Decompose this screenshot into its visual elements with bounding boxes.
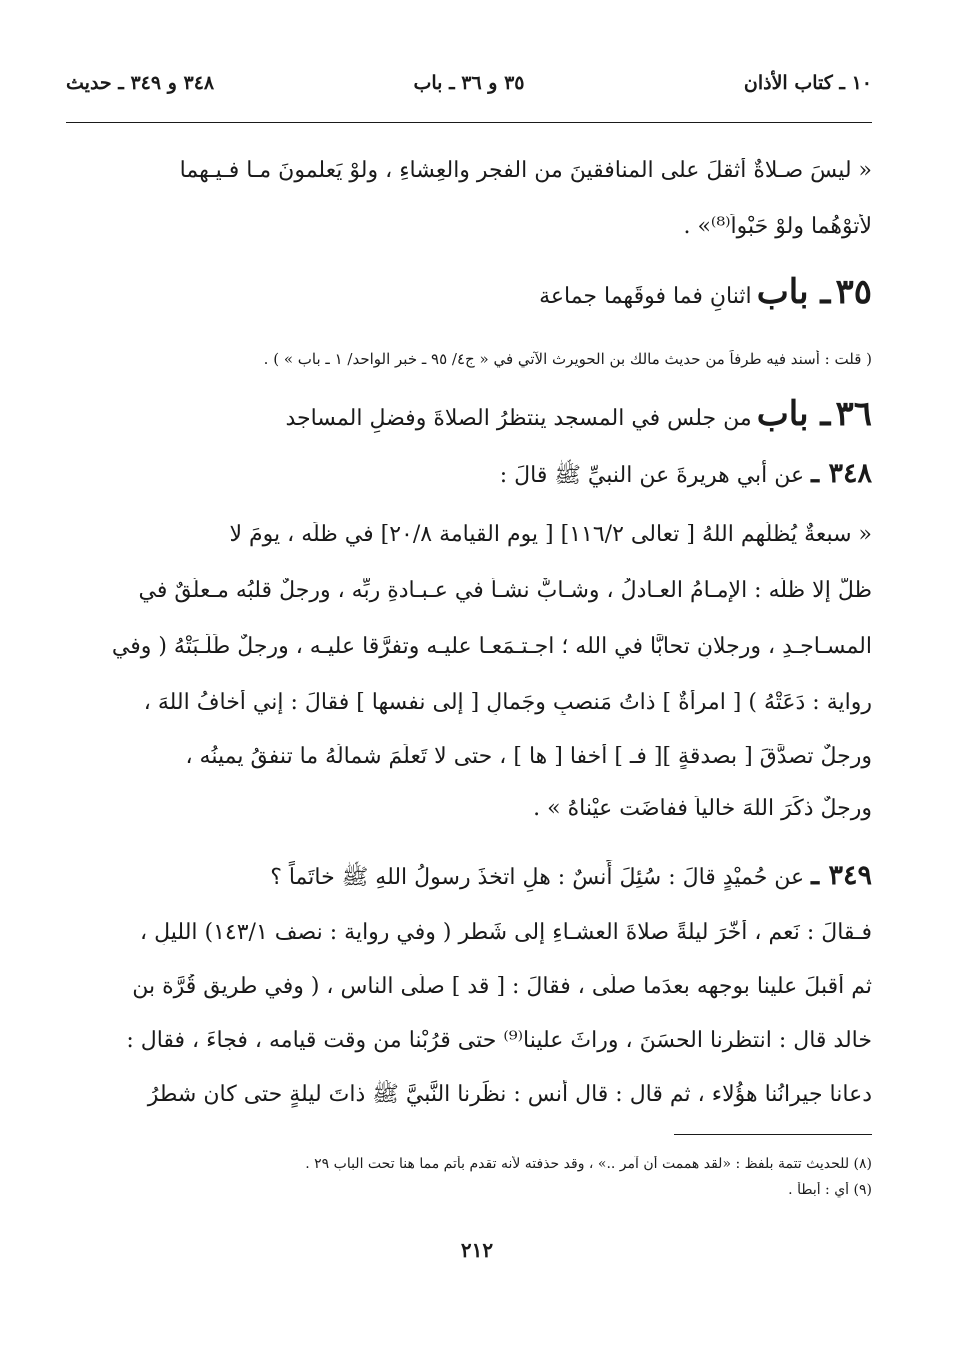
text-line: « ليسَ صـلاةٌ أثقلَ على المنافقينَ من الفجرِ والعِشاءِ ، ولوْ يَعلمونَ مـا فـيـهما bbox=[179, 158, 872, 183]
hadith-number: ٣٤٨ ـ bbox=[811, 458, 872, 489]
editor-note: ( قلت : أسند فيه طرفاً من حديث مالك بن الحويرث الآتي في « ج٤/ ٩٥ ـ خبر الواحد/ ١ ـ باب » ) . bbox=[263, 350, 872, 368]
text-line: ورجلٌ تصدَّقَ [ بصدقةٍ ][ فـ ] أخفا [ ها ] ، حتى لا تَعلَمَ شمالُهُ ما تنفقُ يمينُه ، bbox=[185, 744, 872, 769]
bab-title: اثنانِ فما فوقَهما جماعة bbox=[539, 284, 752, 309]
text-line: رواية : دَعَتْهُ ) [ امرأةٌ ] ذاتُ مَنصبٍ وجَمالٍ [ إلى نفسها ] فقالَ : إني أخافُ اللهَ ، bbox=[143, 690, 872, 715]
footnote-9: (٩) أي : أبطأ . bbox=[788, 1182, 872, 1198]
running-head bbox=[66, 72, 872, 108]
text-line: ثم أَقبلَ علينا بوجهِه بعدَما صلَّى ، فقالَ : [ قد ] صلَّى الناس ، ( وفي طريق قُرَّة بن bbox=[132, 974, 872, 999]
running-head-bab: ٣٥ و ٣٦ ـ باب bbox=[413, 72, 525, 94]
running-head-hadith: ٣٤٨ و ٣٤٩ ـ حديث bbox=[66, 72, 215, 94]
hadith-isnad: عن حُميْدٍ قالَ : سُئِلَ أَنسٌ : هلِ اتخذَ رسولُ اللهِ ﷺ خاتَماً ؟ bbox=[270, 865, 805, 890]
text-line: ورجلٌ ذكَرَ اللهَ خالياً ففاضَت عيْناهُ » . bbox=[533, 796, 872, 821]
bab-word: ـ باب bbox=[756, 272, 831, 312]
bab-35-heading bbox=[66, 272, 872, 312]
text-line: لأَتوْهُما ولوْ حَبْواً⁽⁸⁾» . bbox=[683, 214, 872, 239]
text-line: دعانا جيرانُنا هؤُلاء ، ثم قال : قال أَنس : نظَرنا النَّبيَّ ﷺ ذاتَ ليلةٍ حتى كان شطرُ bbox=[147, 1082, 872, 1107]
page-number: ٢١٢ bbox=[460, 1238, 494, 1262]
hadith-348-heading bbox=[66, 458, 872, 493]
bab-36-heading bbox=[66, 394, 872, 434]
bab-number: ٣٥ bbox=[835, 272, 872, 312]
text-line: « سبعةٌ يُظلُّهم اللهُ [ تعالى ١١٦/٢] [ يوم القيامة ٢٠/٨] في ظلِّه ، يومَ لا bbox=[229, 522, 872, 547]
text-line: ظلَّ إلا ظلُّه : الإمـامُ العـادلُ ، وشـابٌّ نشـأَ في عـبـادةِ ربِّه ، ورجلٌ قلبُه مـعلَّقٌ في bbox=[138, 578, 872, 603]
running-head-chapter: ١٠ ـ كتاب الأذان bbox=[743, 72, 872, 94]
bab-number: ٣٦ bbox=[835, 394, 872, 434]
bab-word: ـ باب bbox=[756, 394, 831, 434]
header-rule bbox=[66, 122, 872, 123]
footnote-rule bbox=[674, 1134, 872, 1135]
text-line: المسـاجـدِ ، ورجلانِ تحابَّا في الله ؛ اجـتـمَعـا عليـه وتفرَّقا عليـه ، ورجلٌ طَلَـبَتْهُ ( وفي bbox=[111, 634, 872, 659]
hadith-isnad: عن أبي هريرةَ عن النبيِّ ﷺ قالَ : bbox=[499, 463, 805, 488]
bab-title: من جلس في المسجد ينتظرُ الصلاةَ وفضلِ المساجد bbox=[285, 406, 752, 431]
hadith-number: ٣٤٩ ـ bbox=[811, 860, 872, 891]
text-line: فـقالَ : نَعم ، أخَّرَ ليلةً صلاةَ العشـاءِ إلى شَطرِ ( وفي رواية : نصف ١٤٣/١) الليلِ ، bbox=[140, 920, 872, 945]
footnote-8: (٨) للحديث تتمة بلفظ : «لقد هممت أن آمر ..» ، وقد حذفته لأنه تقدم بأتم مما هنا تحت الباب ٢٩ . bbox=[305, 1156, 872, 1172]
text-line: خالد قال : انتظرنا الحسَنَ ، وراثَ علينا⁽⁹⁾ حتى قرُبْنا من وقت قيامه ، فجاءَ ، فقال : bbox=[126, 1028, 872, 1053]
hadith-349-heading bbox=[66, 860, 872, 895]
